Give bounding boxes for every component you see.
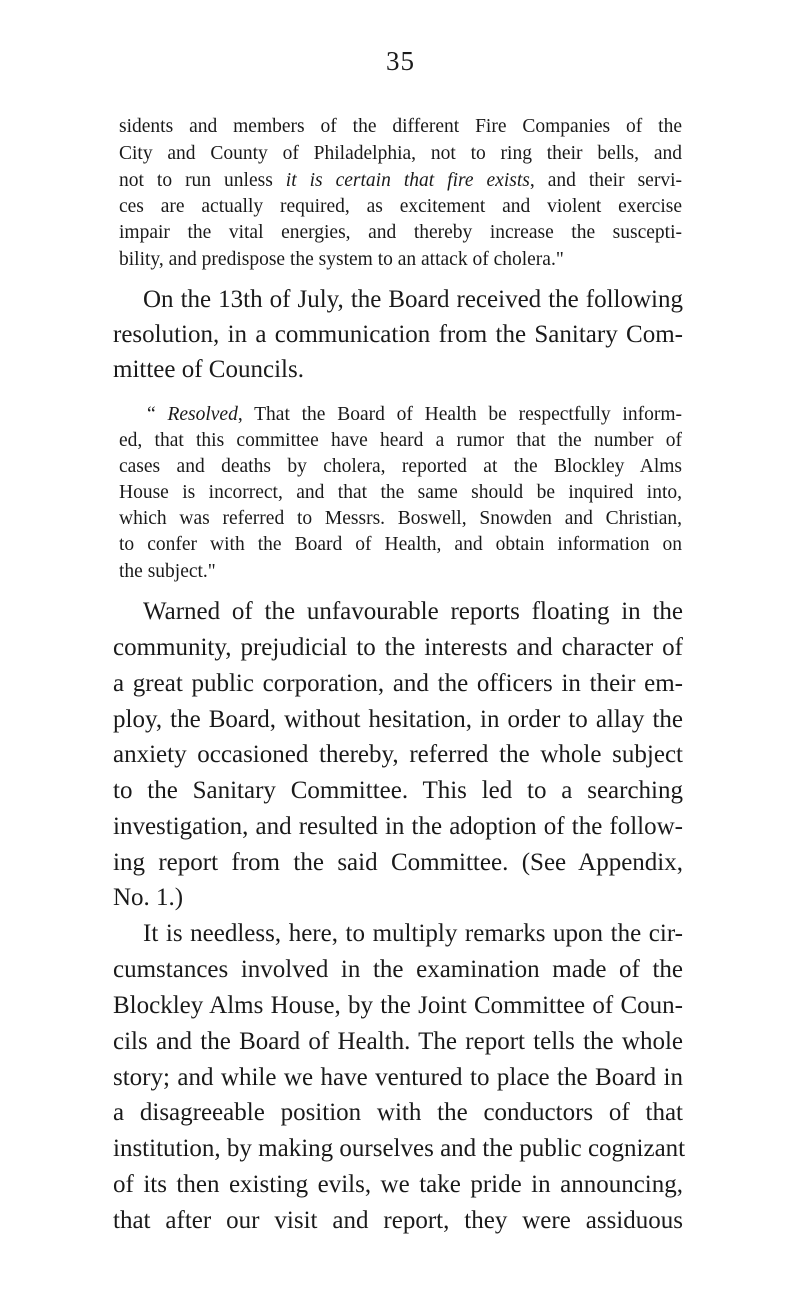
text-line: cumstances involved in the examination made of the [113,956,683,983]
text-line: ed, that this committee have heard a rumor that the number of [119,430,682,451]
text-line: story; and while we have ventured to place the Board in [113,1064,683,1091]
text-line: Blockley Alms House, by the Joint Committee of Coun- [113,992,683,1019]
text-line: bility, and predispose the system to an attack of cholera." [119,249,564,270]
text-line: investigation, and resulted in the adoption of the follow- [113,813,683,840]
text-line: anxiety occasioned thereby, referred the whole subject [113,741,683,768]
page-number: 35 [386,46,415,76]
text-line: City and County of Philadelphia, not to ring their bells, and [119,143,682,164]
text-line: “ Resolved, That the Board of Health be respectfully inform- [147,404,682,425]
text-line: ploy, the Board, without hesitation, in order to allay the [113,706,683,733]
text-line: to the Sanitary Committee. This led to a searching [113,777,683,804]
text-line: community, prejudicial to the interests and character of [113,634,683,661]
text-line: a great public corporation, and the officers in their em- [113,670,683,697]
text-line: House is incorrect, and that the same should be inquired into, [119,482,682,503]
text-line: No. 1.) [113,884,184,911]
text-line: the subject." [119,561,216,582]
text-line: It is needless, here, to multiply remarks upon the cir- [143,920,683,947]
text-line: of its then existing evils, we take pride in announcing, [113,1171,683,1198]
text-line: ing report from the said Committee. (See Appendix, [113,849,683,876]
text-line: not to run unless it is certain that fire exists, and their servi- [119,170,682,191]
text-line: On the 13th of July, the Board received the following [143,286,683,313]
text-line: sidents and members of the different Fire Companies of the [119,116,682,137]
text-line: which was referred to Messrs. Boswell, Snowden and Christian, [119,508,682,529]
text-line: a disagreeable position with the conductors of that [113,1099,683,1126]
text-line: cils and the Board of Health. The report tells the whole [113,1028,683,1055]
text-line: impair the vital energies, and thereby increase the suscepti- [119,222,682,243]
text-line: to confer with the Board of Health, and obtain information on [119,534,682,555]
text-line: ces are actually required, as excitement and violent exercise [119,196,682,217]
text-line: cases and deaths by cholera, reported at the Blockley Alms [119,456,682,477]
text-line: that after our visit and report, they were assiduous [113,1207,683,1234]
text-line: mittee of Councils. [113,356,304,383]
text-line: institution, by making ourselves and the public cognizant [113,1135,686,1162]
text-line: Warned of the unfavourable reports floating in the [143,598,683,625]
text-line: resolution, in a communication from the Sanitary Com- [113,321,683,348]
